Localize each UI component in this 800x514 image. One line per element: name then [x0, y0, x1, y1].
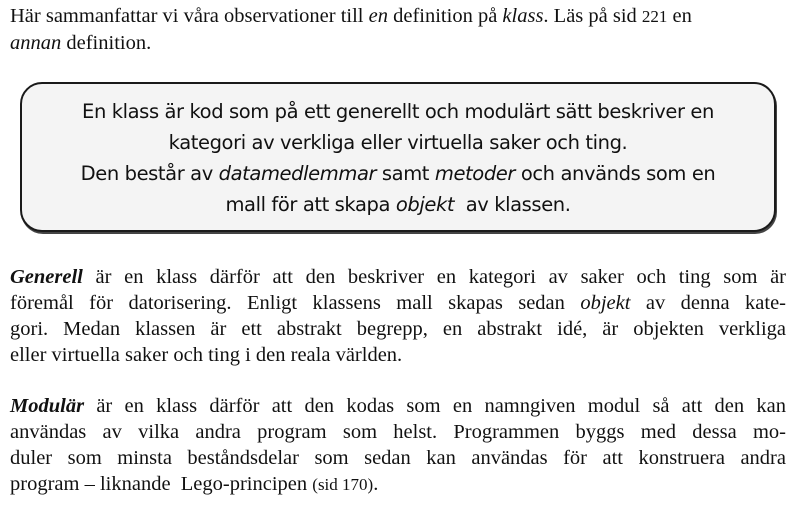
intro-text: definition.: [61, 32, 152, 54]
paragraph-line: eller virtuella saker och ting i den reala världen.: [10, 344, 403, 366]
definition-line: En klass är kod som på ett generellt och modulärt sätt beskriver en: [82, 100, 714, 123]
intro-text: Här sammanfattar vi våra observationer till: [10, 5, 369, 27]
definition-text-part: mall för att skapa: [225, 193, 396, 216]
emphasis-objekt: objekt: [395, 193, 455, 216]
paragraph-line: [10, 264, 786, 290]
definition-line: [22, 158, 774, 189]
definition-text-part: och används som en: [515, 162, 716, 185]
term-modular: Modulär: [10, 395, 85, 417]
paragraph-line: gori. Medan klassen är ett abstrakt begrepp, en abstrakt idé, är objekten verkliga: [10, 318, 786, 340]
paragraph-text: av denna kate-: [630, 292, 786, 314]
paragraph-line: [10, 290, 786, 316]
definition-text-part: Den består av: [80, 162, 219, 185]
emphasis-annan: annan: [10, 32, 62, 54]
paragraph-text: .: [373, 473, 379, 495]
paragraph-line: [10, 393, 786, 419]
definition-box: [20, 82, 776, 232]
definition-line: [22, 189, 774, 220]
intro-paragraph: [10, 3, 786, 56]
emphasis-datamedlemmar: datamedlemmar: [218, 162, 377, 185]
emphasis-objekt: objekt: [580, 292, 631, 314]
definition-line: kategori av verkliga eller virtuella saker och ting.: [168, 131, 628, 154]
intro-text: en: [667, 5, 692, 27]
page-reference: (sid 170): [312, 475, 374, 494]
paragraph-text: föremål för datorisering. Enligt klassens mall skapas sedan: [10, 292, 581, 314]
definition-text-part: av klassen.: [454, 193, 571, 216]
paragraph-text: är en klass därför att den beskriver en kategori av saker och ting som är: [82, 266, 786, 288]
definition-text: [22, 84, 774, 220]
generell-paragraph: [10, 264, 786, 368]
emphasis-en: en: [368, 5, 388, 27]
definition-text-part: samt: [376, 162, 435, 185]
paragraph-line: [10, 471, 786, 498]
term-generell: Generell: [10, 266, 83, 288]
paragraph-text: program – liknande Lego-principen: [10, 473, 313, 495]
modular-paragraph: [10, 393, 786, 498]
intro-text: . Läs på sid: [543, 5, 642, 27]
paragraph-line: användas av vilka andra program som helst. Programmen byggs med dessa mo-: [10, 421, 786, 443]
paragraph-text: är en klass därför att den kodas som en namngiven modul så att den kan: [84, 395, 786, 417]
paragraph-line: duler som minsta beståndsdelar som sedan kan användas för att konstruera andra: [10, 447, 786, 469]
page-reference: 221: [641, 7, 668, 26]
emphasis-klass: klass: [502, 5, 544, 27]
intro-text: definition på: [387, 5, 503, 27]
emphasis-metoder: metoder: [434, 162, 516, 185]
